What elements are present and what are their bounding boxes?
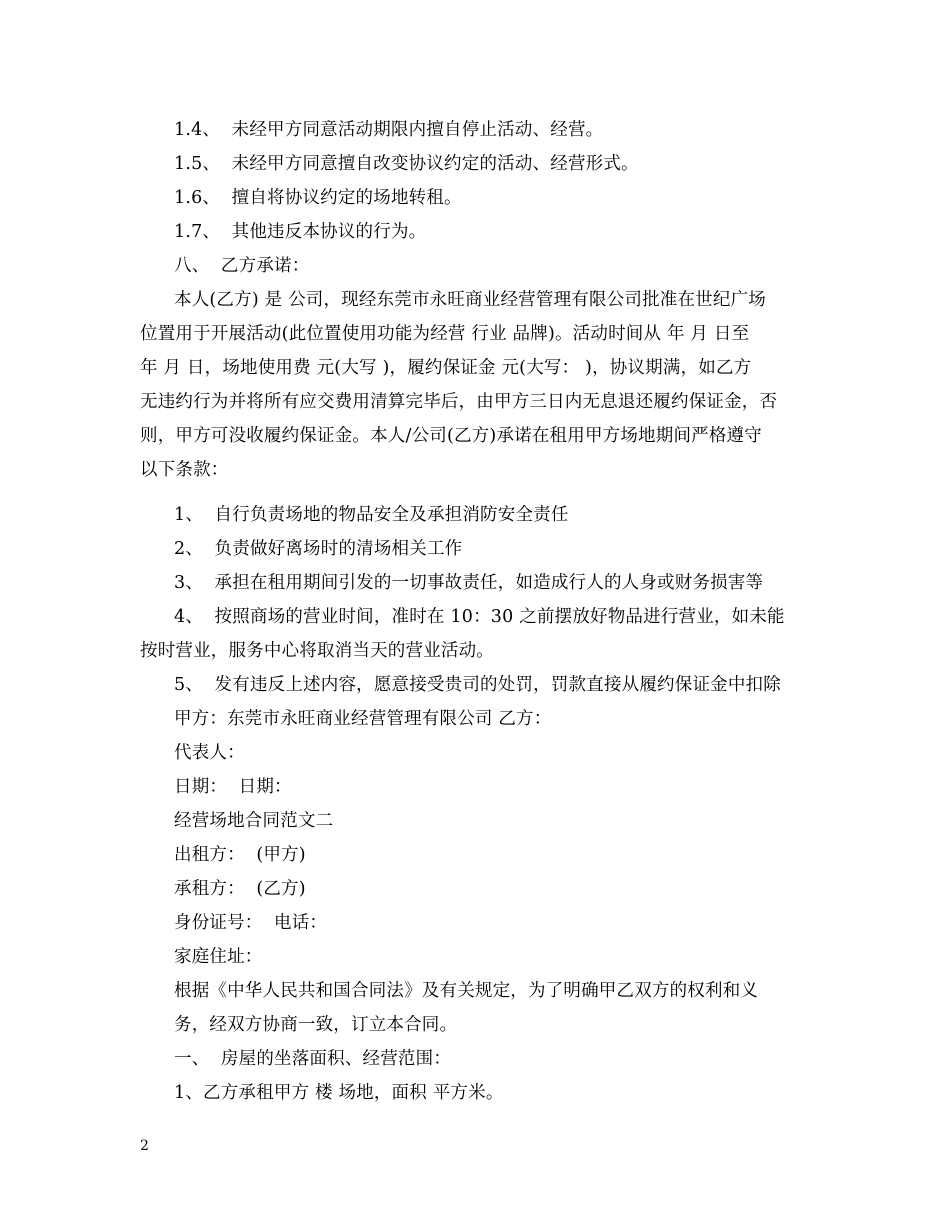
clause-1-6: 1.6、 擅自将协议约定的场地转租。 xyxy=(174,188,462,208)
paragraph-line: 以下条款： xyxy=(140,460,229,480)
contract-basis-line: 根据《中华人民共和国合同法》及有关规定，为了明确甲乙双方的权利和义 xyxy=(174,981,759,1001)
commitment-item-3: 3、 承担在租用期间引发的一切事故责任，如造成行人的人身或财务损害等 xyxy=(174,573,764,593)
home-address-line: 家庭住址： xyxy=(174,947,263,967)
clause-1-7: 1.7、 其他违反本协议的行为。 xyxy=(174,222,427,242)
representative-line: 代表人： xyxy=(174,743,245,763)
commitment-item-5: 5、 发有违反上述内容，愿意接受贵司的处罚，罚款直接从履约保证金中扣除 xyxy=(174,675,781,695)
paragraph-line: 本人(乙方) 是 公司，现经东莞市永旺商业经营管理有限公司批准在世纪广场 xyxy=(174,290,766,310)
lessor-line: 出租方： (甲方) xyxy=(174,845,306,865)
commitment-item-4: 4、 按照商场的营业时间，准时在 10：30 之前摆放好物品进行营业，如未能 xyxy=(174,607,785,627)
section-1-item-1: 1、乙方承租甲方 楼 场地，面积 平方米。 xyxy=(174,1083,504,1103)
section-1-heading: 一、 房屋的坐落面积、经营范围： xyxy=(174,1049,452,1069)
date-line: 日期： 日期： xyxy=(174,777,292,797)
commitment-item-1: 1、 自行负责场地的物品安全及承担消防安全责任 xyxy=(174,505,569,525)
lessee-line: 承租方： (乙方) xyxy=(174,879,306,899)
commitment-item-4-continued: 按时营业，服务中心将取消当天的营业活动。 xyxy=(140,641,494,661)
page-number: 2 xyxy=(140,1138,149,1154)
id-phone-line: 身份证号： 电话： xyxy=(174,913,328,933)
signature-parties: 甲方：东莞市永旺商业经营管理有限公司 乙方： xyxy=(174,709,552,729)
clause-1-5: 1.5、 未经甲方同意擅自改变协议约定的活动、经营形式。 xyxy=(174,154,639,174)
contract-basis-continued: 务，经双方协商一致，订立本合同。 xyxy=(174,1015,458,1035)
paragraph-line: 年 月 日，场地使用费 元(大写 )，履约保证金 元(大写： )，协议期满，如乙方 xyxy=(140,358,752,378)
paragraph-line: 无违约行为并将所有应交费用清算完毕后，由甲方三日内无息退还履约保证金，否 xyxy=(140,392,778,412)
clause-1-4: 1.4、 未经甲方同意活动期限内擅自停止活动、经营。 xyxy=(174,120,604,140)
commitment-item-2: 2、 负责做好离场时的清场相关工作 xyxy=(174,539,463,559)
sample-contract-title: 经营场地合同范文二 xyxy=(174,811,334,831)
section-8-heading: 八、 乙方承诺： xyxy=(174,256,310,276)
paragraph-line: 则，甲方可没收履约保证金。本人/公司(乙方)承诺在租用甲方场地期间严格遵守 xyxy=(140,426,762,446)
paragraph-line: 位置用于开展活动(此位置使用功能为经营 行业 品牌)。活动时间从 年 月 日至 xyxy=(140,324,750,344)
